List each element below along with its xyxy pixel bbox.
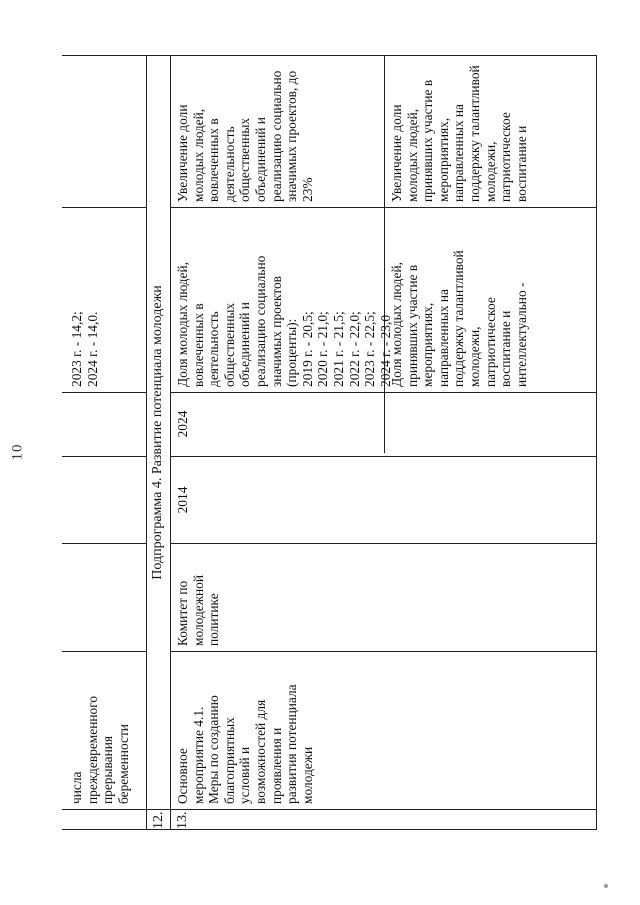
page-number: 10 [9, 443, 26, 461]
scan-dot [604, 884, 608, 888]
continued-name-cell: числа преждевременного прерывания беременности [69, 695, 131, 804]
row-13-number: 13. [175, 811, 190, 829]
rotated-table [62, 55, 597, 830]
section-number: 12. [151, 811, 166, 829]
section-title: Подпрограмма 4. Развитие потенциала молодежи [150, 285, 165, 580]
row-13-indicator-1: Доля молодых людей, вовлеченных в деятельность общественных объединений и реализацию социально значимых проектов (проценты): 2019 г. - 20,5; 2020 г. - 21,0; 2021 г. - 21,5; 2022 г. - 22,0; 2023 г. - 22,5; 2024 г. - 23,0 [175, 255, 393, 387]
row-13-start-year: 2014 [175, 486, 190, 514]
row-13-end-year: 2024 [175, 410, 190, 438]
row-13-result-1: Увеличение доли молодых людей, вовлеченных в деятельность общественных объединений и реализацию социально значимых проектов, до 23% [175, 70, 315, 202]
continued-target-values-cell: 2023 г. - 14,2; 2024 г. - 14,0. [69, 311, 100, 387]
row-13-name: Основное мероприятие 4.1. Меры по созданию благоприятных условий и возможностей для проявления и развития потенциала молодежи [175, 684, 315, 804]
row-13-result-2: Увеличение доли молодых людей, принявших участие в мероприятиях, направленных на поддержку талантливой молодежи, патриотическое воспитание и [389, 65, 529, 202]
row-13-executor: Комитет по молодежной политике [175, 574, 222, 646]
row-13-indicator-2: Доля молодых людей, принявших участие в мероприятиях, направленных на поддержку талантливой молодежи, патриотическое воспитание и интеллектуально - [389, 250, 529, 387]
